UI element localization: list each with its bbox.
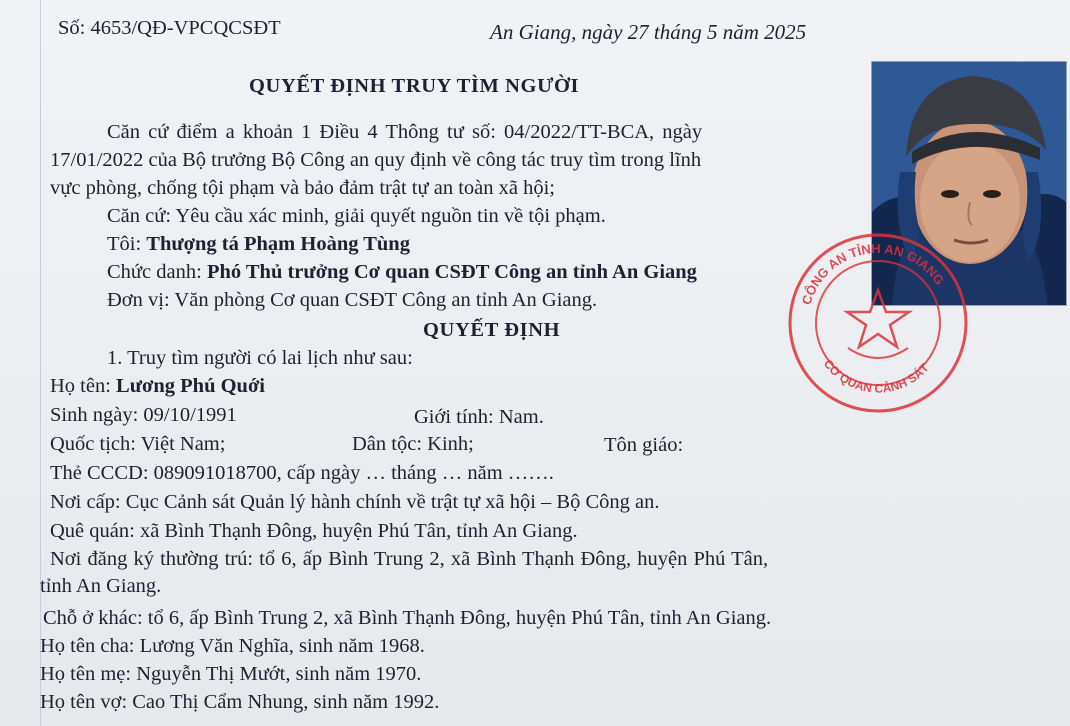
decision-heading: QUYẾT ĐỊNH [423,319,561,341]
person-name-value: Lương Phú Quới [116,375,265,397]
document-number: Số: 4653/QĐ-VPCQCSĐT [58,17,281,39]
preamble-line-1: Căn cứ điểm a khoản 1 Điều 4 Thông tư số: 04/2022/TT-BCA, ngày [107,121,703,143]
person-hometown: Quê quán: xã Bình Thạnh Đông, huyện Phú Tân, tỉnh An Giang. [50,520,578,542]
person-nationality: Quốc tịch: Việt Nam; [50,433,226,455]
unit-line: Đơn vị: Văn phòng Cơ quan CSĐT Công an tỉnh An Giang. [107,289,598,311]
person-father: Họ tên cha: Lương Văn Nghĩa, sinh năm 1968. [40,635,425,657]
position-value: Phó Thủ trưởng Cơ quan CSĐT Công an tỉnh An Giang [206,261,697,283]
preamble-line-3: vực phòng, chống tội phạm và bảo đảm trật tự an toàn xã hội; [50,177,555,199]
stamp-ring-top: CÔNG AN TỈNH AN GIANG [798,240,948,307]
person-residence-line-2: tỉnh An Giang. [40,575,162,597]
officer-name: Thượng tá Phạm Hoàng Tùng [146,233,410,255]
person-gender: Giới tính: Nam. [414,406,544,428]
officer-line [107,232,410,256]
person-name-line [50,374,265,398]
item-1-line: 1. Truy tìm người có lai lịch như sau: [107,347,413,369]
svg-text:CƠ QUAN CẢNH SÁT [821,357,932,396]
person-spouse: Họ tên vợ: Cao Thị Cẩm Nhung, sinh năm 1992. [40,691,440,713]
person-religion: Tôn giáo: [604,434,684,456]
person-ethnicity: Dân tộc: Kinh; [352,433,474,455]
stamp-seal-icon [778,228,978,418]
person-dob: Sinh ngày: 09/10/1991 [50,404,237,426]
person-residence-line-1: Nơi đăng ký thường trú: tổ 6, ấp Bình Trung 2, xã Bình Thạnh Đông, huyện Phú Tân, [50,548,769,570]
place-date: An Giang, ngày 27 tháng 5 năm 2025 [490,20,807,44]
person-other-address: Chỗ ở khác: tổ 6, ấp Bình Trung 2, xã Bình Thạnh Đông, huyện Phú Tân, tỉnh An Giang. [43,607,772,629]
official-stamp [778,228,978,418]
position-label: Chức danh: [107,261,207,283]
preamble-line-4: Căn cứ: Yêu cầu xác minh, giải quyết nguồn tin về tội phạm. [107,205,606,227]
stamp-ring-bottom: CƠ QUAN CẢNH SÁT [820,356,932,396]
document-title: QUYẾT ĐỊNH TRUY TÌM NGƯỜI [249,75,580,97]
margin-rule [40,0,41,726]
person-mother: Họ tên mẹ: Nguyễn Thị Mướt, sinh năm 1970. [40,663,422,685]
person-id-card: Thẻ CCCD: 089091018700, cấp ngày … tháng … năm ……. [50,462,554,484]
preamble-line-2: 17/01/2022 của Bộ trưởng Bộ Công an quy định về công tác truy tìm trong lĩnh [50,149,702,171]
position-line [107,260,697,284]
person-issued-by: Nơi cấp: Cục Cảnh sát Quản lý hành chính về trật tự xã hội – Bộ Công an. [50,491,660,513]
person-name-label: Họ tên: [50,375,117,397]
officer-label: Tôi: [107,233,147,255]
